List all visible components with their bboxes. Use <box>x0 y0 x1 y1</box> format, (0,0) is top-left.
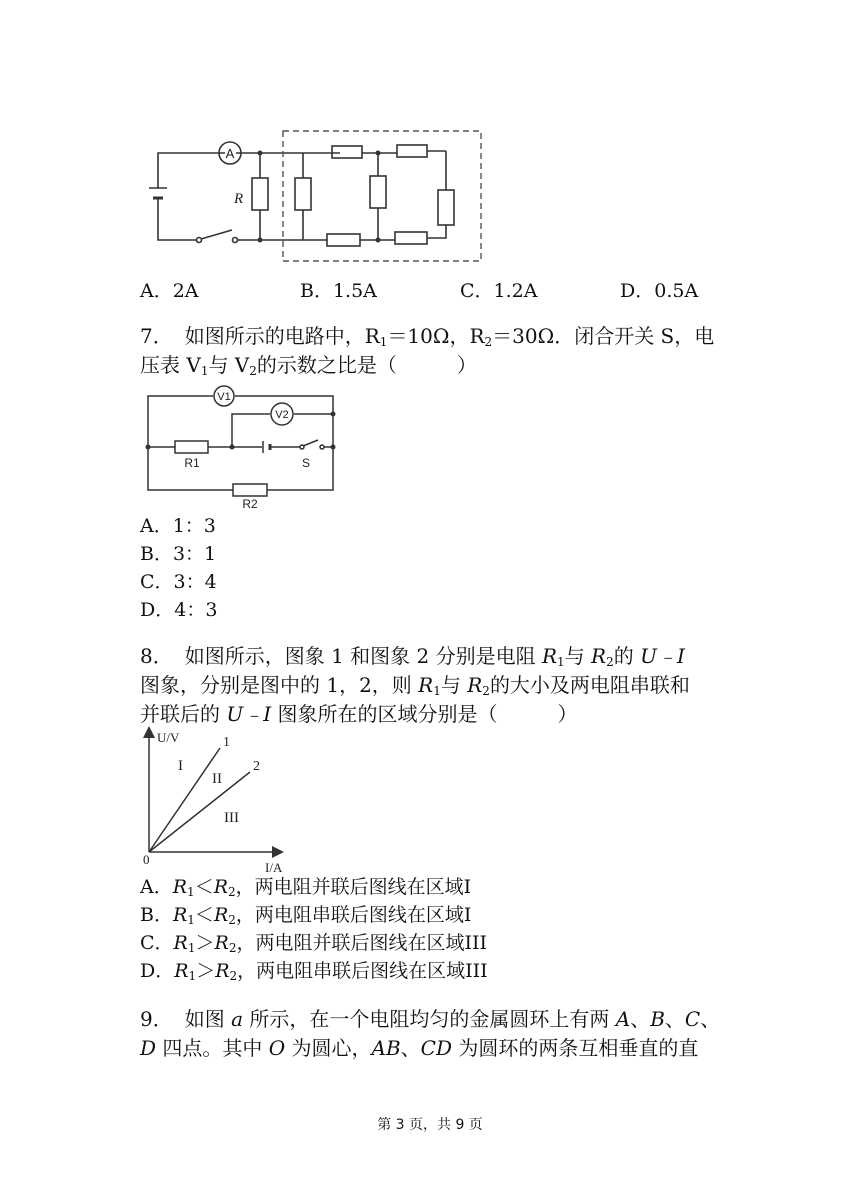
q9-question-line1: 9． 如图 a 所示，在一个电阻均匀的金属圆环上有两 A、B、C、 <box>140 1007 721 1031</box>
q8-line2-label: 2 <box>253 759 260 774</box>
q7-option-c[interactable]: C．3：4 <box>140 571 217 593</box>
q6-option-a[interactable]: A．2A <box>140 280 199 302</box>
q6-option-c[interactable]: C．1.2A <box>460 280 538 302</box>
q8-x-axis-label: I/A <box>265 860 283 875</box>
q8-line1-label: 1 <box>223 735 230 750</box>
q8-option-b[interactable]: B．$R_1<R_2$，两电阻串联后图线在区域I <box>140 904 472 927</box>
q8-option-d[interactable]: D．$R_1>R_2$，两电阻串联后图线在区域III <box>140 960 488 983</box>
q8-question-line3: 并联后的 U﹣I 图象所在的区域分别是（ ） <box>140 702 578 726</box>
q9-question-line2: D 四点。其中 O 为圆心，AB、CD 为圆环的两条互相垂直的直 <box>140 1036 699 1060</box>
q7-question-line1: 7． 如图所示的电路中，$R_1=10\Omega$，$R_2=30\Omega$．闭合开关 S，电 <box>140 324 715 349</box>
q8-option-a[interactable]: A．$R_1<R_2$，两电阻并联后图线在区域I <box>140 876 472 899</box>
q7-question-line2: 压表 $V_1$与 $V_2$的示数之比是（ ） <box>140 353 477 378</box>
q6-option-d[interactable]: D．0.5A <box>620 280 699 302</box>
q8-graph-line-1 <box>149 748 220 852</box>
q6-option-b[interactable]: B．1.5A <box>300 280 377 302</box>
q7-option-b[interactable]: B．3：1 <box>140 543 217 565</box>
q8-region3-label: III <box>224 810 239 826</box>
q8-option-c[interactable]: C．$R_1>R_2$，两电阻并联后图线在区域III <box>140 932 487 955</box>
q7-number: 7． <box>140 324 173 348</box>
q7-v2-label: V2 <box>275 409 289 421</box>
q6-resistor-label: R <box>234 191 244 207</box>
q8-origin-label: 0 <box>143 852 150 867</box>
q8-y-axis-label: U/V <box>157 730 180 745</box>
q7-r1-label: R1 <box>184 456 200 470</box>
q9-number: 9． <box>140 1007 173 1031</box>
q7-option-a[interactable]: A．1：3 <box>140 515 216 537</box>
q8-question-line1: 8． 如图所示，图象 1 和图象 2 分别是电阻 $R_1$与 $R_2$的 U﹣I <box>140 644 685 669</box>
q7-switch-label: S <box>301 456 311 470</box>
q7-v1-label: V1 <box>217 391 231 403</box>
q7-option-d[interactable]: D．4：3 <box>140 599 218 621</box>
q8-region1-label: I <box>178 758 183 774</box>
q6-ammeter-label: A <box>225 146 235 161</box>
q8-number: 8． <box>140 644 173 668</box>
q8-region2-label: II <box>212 771 222 787</box>
q8-question-line2: 图象，分别是图中的 1，2，则 $R_1$与 $R_2$的大小及两电阻串联和 <box>140 673 690 698</box>
page-footer: 第 3 页，共 9 页 <box>377 1117 483 1133</box>
q7-r2-label: R2 <box>242 497 258 511</box>
